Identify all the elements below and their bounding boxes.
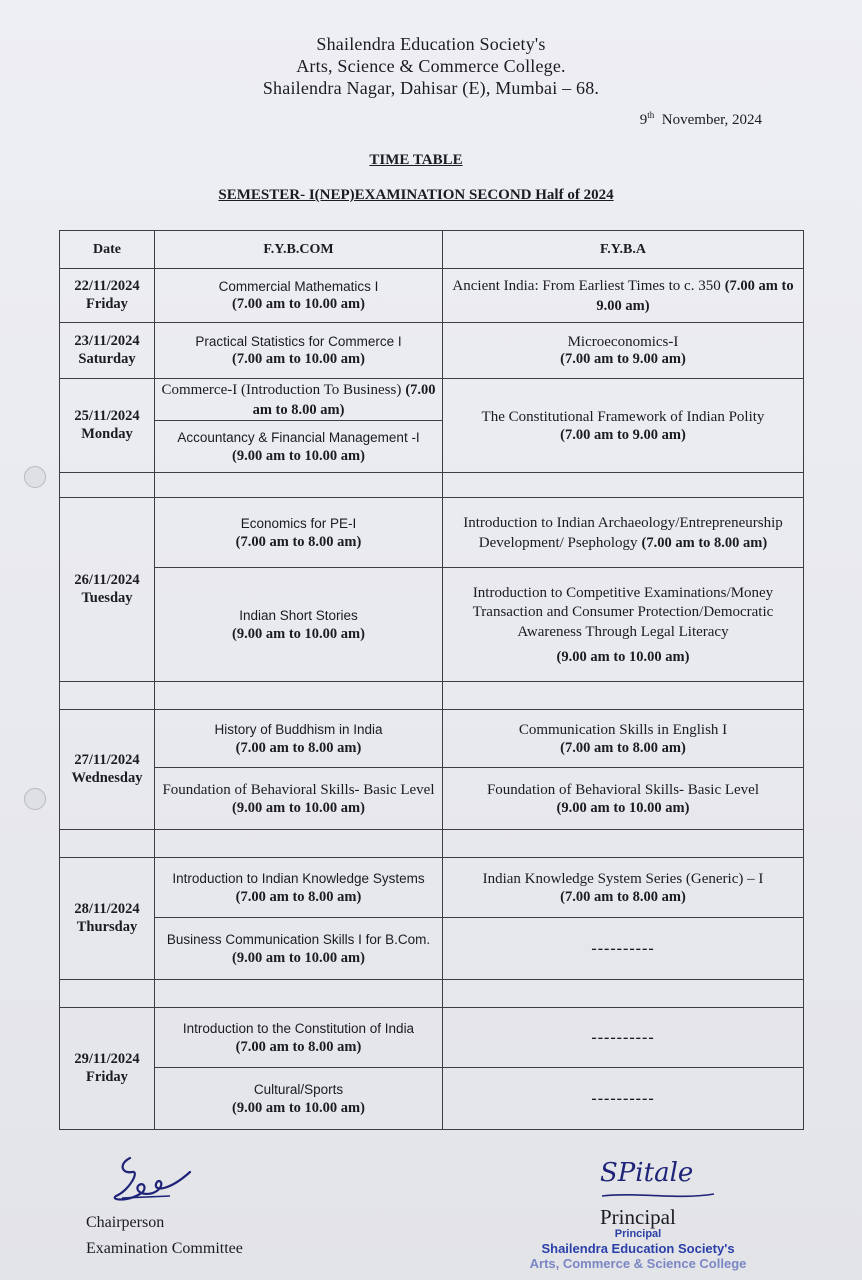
bcom-exam-cell: Practical Statistics for Commerce I (7.00 am to 10.00 am) — [155, 323, 443, 379]
ba-exam-cell: Introduction to Indian Archaeology/Entrepreneurship Development/ Psephology (7.00 am to 8.00 am) — [443, 498, 804, 568]
society-name: Shailendra Education Society's — [316, 34, 546, 54]
ba-exam-cell: Communication Skills in English I (7.00 am to 8.00 am) — [443, 710, 804, 768]
principal-title: Principal — [600, 1205, 676, 1229]
ba-exam-cell: Indian Knowledge System Series (Generic) – I (7.00 am to 8.00 am) — [443, 858, 804, 918]
principal-stamp: Principal Shailendra Education Society's Arts, Commerce & Science College — [529, 1228, 747, 1272]
punch-hole — [24, 466, 46, 488]
chairperson-signature-block — [86, 1210, 243, 1261]
table-row — [60, 568, 804, 682]
ba-exam-cell: Introduction to Competitive Examinations/Money Transaction and Consumer Protection/Democratic Awareness Through Legal Literacy (9.00 am to 10.00 am) — [443, 568, 804, 682]
table-row — [60, 858, 804, 918]
table-row — [60, 323, 804, 379]
college-name: Arts, Science & Commerce College. — [296, 56, 566, 76]
bcom-exam-cell: Economics for PE-I (7.00 am to 8.00 am) — [155, 498, 443, 568]
table-row — [60, 498, 804, 568]
header-date: Date — [60, 231, 155, 269]
table-row — [60, 710, 804, 768]
bcom-exam-cell: Business Communication Skills I for B.Com. (9.00 am to 10.00 am) — [155, 918, 443, 980]
spacer-row — [60, 682, 804, 710]
chairperson-signature — [100, 1150, 200, 1210]
timetable — [59, 230, 804, 1130]
table-row — [60, 269, 804, 323]
bcom-exam-cell: History of Buddhism in India (7.00 am to 8.00 am) — [155, 710, 443, 768]
bcom-exam-cell: Foundation of Behavioral Skills- Basic Level (9.00 am to 10.00 am) — [155, 768, 443, 830]
exam-committee-label: Examination Committee — [86, 1239, 243, 1257]
spacer-row — [60, 830, 804, 858]
ba-exam-cell-empty: ---------- — [443, 918, 804, 980]
table-row — [60, 918, 804, 980]
college-address: Shailendra Nagar, Dahisar (E), Mumbai – 68. — [262, 78, 600, 98]
punch-hole — [24, 788, 46, 810]
table-header-row — [60, 231, 804, 269]
principal-signature: SPitale — [600, 1158, 694, 1188]
bcom-exam-cell: Commerce-I (Introduction To Business) (7.00 am to 8.00 am) — [155, 379, 443, 421]
bcom-exam-cell: Introduction to the Constitution of India (7.00 am to 8.00 am) — [155, 1008, 443, 1068]
date-cell: 23/11/2024 Saturday — [60, 323, 155, 379]
date-cell: 28/11/2024 Thursday — [60, 858, 155, 980]
date-cell: 29/11/2024 Friday — [60, 1008, 155, 1130]
ba-exam-cell: The Constitutional Framework of Indian Polity (7.00 am to 9.00 am) — [443, 379, 804, 473]
signature-underline — [598, 1190, 718, 1202]
bcom-exam-cell: Indian Short Stories (9.00 am to 10.00 am) — [155, 568, 443, 682]
bcom-exam-cell: Commercial Mathematics I (7.00 am to 10.00 am) — [155, 269, 443, 323]
bcom-exam-cell: Accountancy & Financial Management -I (9.00 am to 10.00 am) — [155, 421, 443, 473]
ba-exam-cell-empty: ---------- — [443, 1008, 804, 1068]
page-subtitle: SEMESTER- I(NEP)EXAMINATION SECOND Half of 2024 — [218, 187, 614, 203]
ba-exam-cell: Microeconomics-I (7.00 am to 9.00 am) — [443, 323, 804, 379]
spacer-row — [60, 473, 804, 498]
ba-exam-cell-empty: ---------- — [443, 1068, 804, 1130]
table-row — [60, 1068, 804, 1130]
page-title: TIME TABLE — [369, 152, 463, 168]
date-cell: 22/11/2024 Friday — [60, 269, 155, 323]
date-cell: 27/11/2024 Wednesday — [60, 710, 155, 830]
spacer-row — [60, 980, 804, 1008]
bcom-exam-cell: Introduction to Indian Knowledge Systems (7.00 am to 8.00 am) — [155, 858, 443, 918]
bcom-exam-cell: Cultural/Sports (9.00 am to 10.00 am) — [155, 1068, 443, 1130]
table-row — [60, 768, 804, 830]
ba-exam-cell: Ancient India: From Earliest Times to c. 350 (7.00 am to 9.00 am) — [443, 269, 804, 323]
table-row — [60, 1008, 804, 1068]
date-cell: 25/11/2024 Monday — [60, 379, 155, 473]
ba-exam-cell: Foundation of Behavioral Skills- Basic Level (9.00 am to 10.00 am) — [443, 768, 804, 830]
date-cell: 26/11/2024 Tuesday — [60, 498, 155, 682]
table-row — [60, 379, 804, 421]
header-fyba: F.Y.B.A — [443, 231, 804, 269]
chairperson-label: Chairperson — [86, 1214, 165, 1231]
header-fybcom: F.Y.B.COM — [155, 231, 443, 269]
issue-date: 9th November, 2024 — [639, 110, 762, 128]
